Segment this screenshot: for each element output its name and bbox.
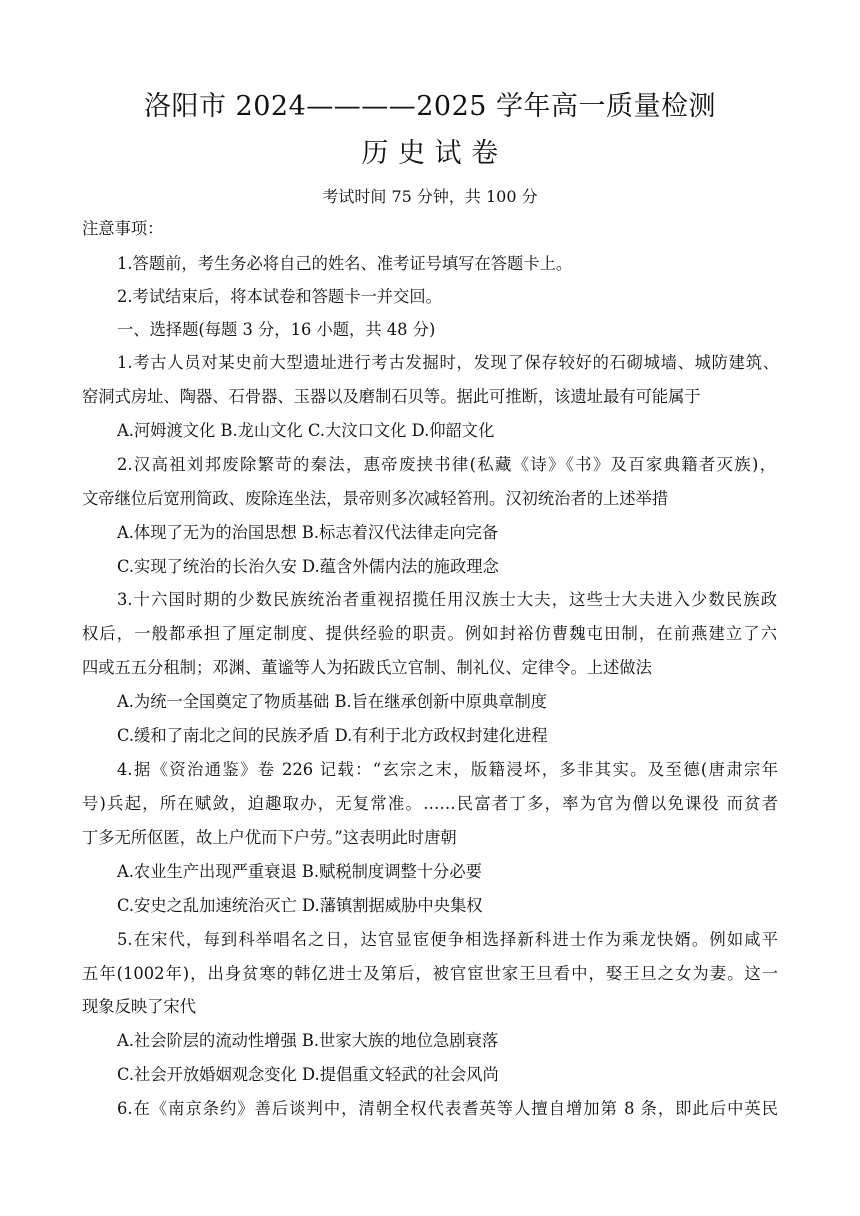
question-3-line-1: 3.十六国时期的少数民族统治者重视招揽任用汉族士大夫，这些士大夫进入少数民族政 [117, 590, 777, 609]
question-1-line-1: 1.考古人员对某史前大型遗址进行考古发掘时，发现了保存较好的石砌城墙、城防建筑、 [117, 353, 779, 372]
question-5-line-2: 五年(1002年)，出身贫寒的韩亿进士及第后，被官宦世家王旦看中，娶王旦之女为妻。这一 [82, 964, 778, 983]
question-6-line-1: 6.在《南京条约》善后谈判中，清朝全权代表耆英等人擅自增加第 8 条，即此后中英民 [117, 1099, 778, 1118]
question-1-options: A.河姆渡文化 B.龙山文化 C.大汶口文化 D.仰韶文化 [117, 421, 495, 440]
notes-heading: 注意事项： [82, 219, 164, 238]
question-2-option-row: C.实现了统治的长治久安 D.蕴含外儒内法的施政理念 [117, 557, 499, 576]
question-5-line-1: 5.在宋代，每到科举唱名之日，达官显宦便争相选择新科进士作为乘龙快婿。例如咸平 [117, 930, 778, 949]
question-4-line-2: 号)兵起，所在赋敛，迫趣取办，无复常准。……民富者丁多，率为官为僧以免课役 而贫者 [82, 794, 778, 813]
question-4-line-1: 4.据《资治通鉴》卷 226 记载：“玄宗之末，版籍浸坏，多非其实。及至德(唐肃宗年 [117, 760, 778, 779]
question-4-line-3: 丁多无所伛匿，故上户优而下户劳。”这表明此时唐朝 [82, 828, 457, 847]
question-3-line-2: 权后，一般都承担了厘定制度、提供经验的职责。例如封裕仿曹魏屯田制，在前燕建立了六 [82, 624, 777, 643]
note-item: 1.答题前，考生务必将自己的姓名、准考证号填写在答题卡上。 [117, 254, 573, 273]
question-3-line-3: 四或五五分租制；邓渊、董谧等人为拓跋氏立官制、制礼仪、定律令。上述做法 [82, 658, 652, 677]
exam-info: 考试时间 75 分钟，共 100 分 [322, 187, 538, 206]
question-2-line-2: 文帝继位后宽刑简政、废除连坐法，景帝则多次减轻笞刑。汉初统治者的上述举措 [82, 489, 669, 508]
question-4-option-row: C.安史之乱加速统治灭亡 D.藩镇割据威胁中央集权 [117, 896, 483, 915]
question-2-option-row: A.体现了无为的治国思想 B.标志着汉代法律走向完备 [117, 523, 499, 542]
question-4-option-row: A.农业生产出现严重衰退 B.赋税制度调整十分必要 [117, 862, 482, 881]
note-item: 2.考试结束后，将本试卷和答题卡一并交回。 [117, 287, 442, 306]
section-heading: 一、选择题(每题 3 分，16 小题，共 48 分) [117, 320, 436, 339]
exam-title: 洛阳市 2024————2025 学年高一质量检测 [143, 91, 717, 122]
question-5-option-row: A.社会阶层的流动性增强 B.世家大族的地位急剧衰落 [117, 1031, 499, 1050]
subject-title: 历 史 试 卷 [361, 138, 499, 169]
question-3-option-row: A.为统一全国奠定了物质基础 B.旨在继承创新中原典章制度 [117, 692, 548, 711]
question-2-line-1: 2.汉高祖刘邦废除繁苛的秦法，惠帝废挟书律(私藏《诗》《书》及百家典籍者灭族)， [117, 455, 776, 474]
question-1-line-2: 窑洞式房址、陶器、石骨器、玉器以及磨制石贝等。据此可推断，该遗址最有可能属于 [82, 387, 701, 406]
question-5-option-row: C.社会开放婚姻观念变化 D.提倡重文轻武的社会风尚 [117, 1065, 499, 1084]
question-3-option-row: C.缓和了南北之间的民族矛盾 D.有利于北方政权封建化进程 [117, 726, 548, 745]
question-5-line-3: 现象反映了宋代 [82, 997, 196, 1016]
